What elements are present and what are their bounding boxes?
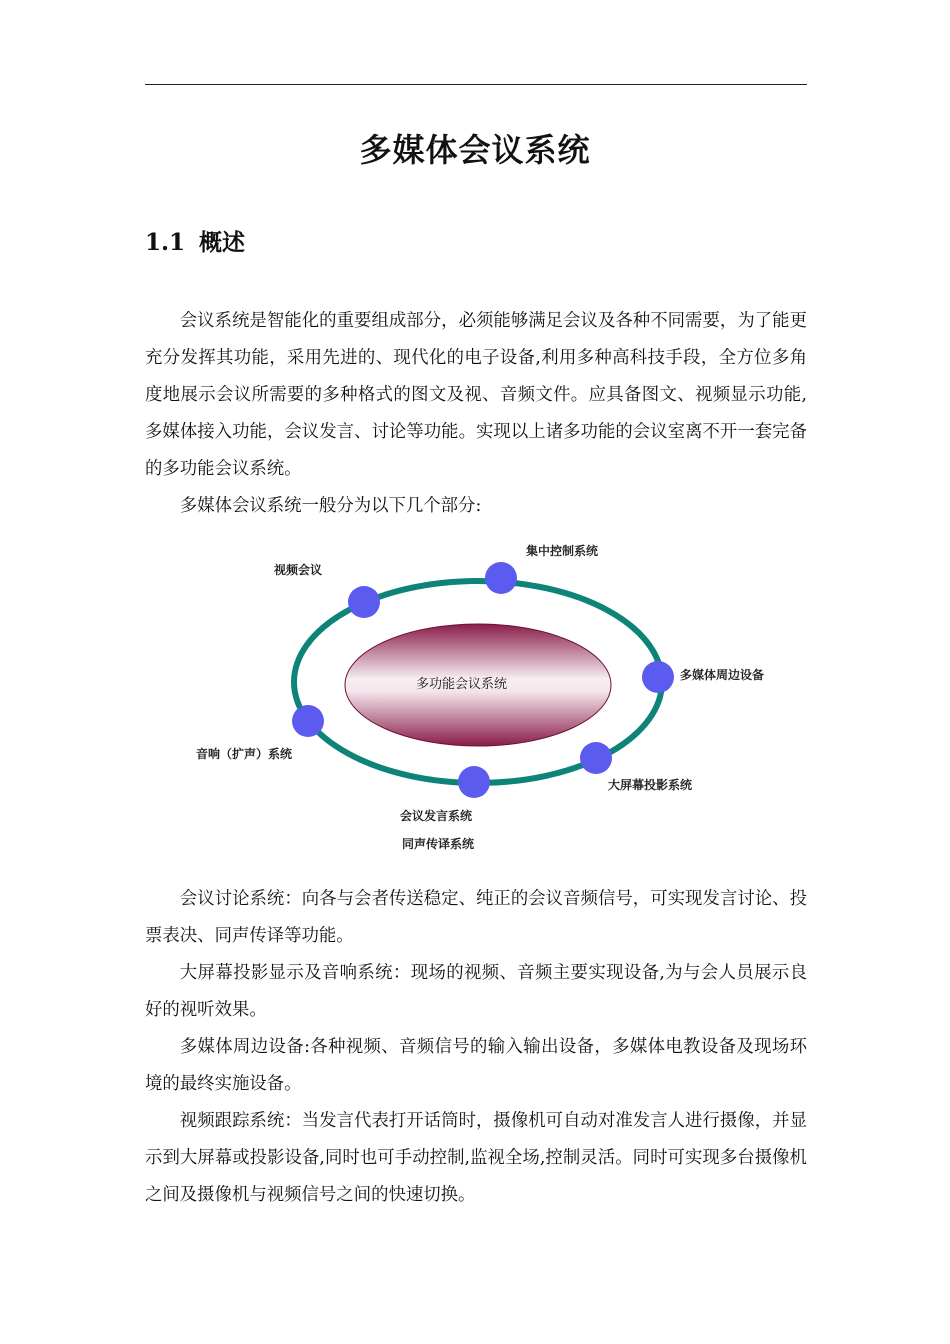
label-interpretation-system: 同声传译系统: [402, 837, 475, 851]
intro-paragraph: 多媒体会议系统一般分为以下几个部分:: [179, 496, 482, 516]
section-number: 1.1: [145, 229, 186, 256]
detail-paragraph: 多媒体周边设备:各种视频、音频信号的输入输出设备，多媒体电教设备及现场环境的最终实施设备。: [145, 1037, 807, 1094]
node-centralized-control: [485, 562, 517, 594]
detail-paragraph: 会议讨论系统：向各与会者传送稳定、纯正的会议音频信号，可实现发言讨论、投票表决、同声传译等功能。: [145, 889, 807, 946]
intro-text: [145, 303, 807, 525]
system-diagram: [190, 532, 810, 862]
intro-paragraph: 会议系统是智能化的重要组成部分，必须能够满足会议及各种不同需要，为了能更充分发挥其功能，采用先进的、现代化的电子设备,利用多种高科技手段，全方位多角度地展示会议所需要的多种格式的图文及视、音频文件。应具备图文、视频显示功能,多媒体接入功能，会议发言、讨论等功能。实现以上诸多功能的会议室离不开一套完备的多功能会议系统。: [145, 311, 807, 479]
section-heading: [145, 226, 245, 260]
detail-paragraph: 视频跟踪系统：当发言代表打开话筒时，摄像机可自动对准发言人进行摄像，并显示到大屏幕或投影设备,同时也可手动控制,监视全场,控制灵活。同时可实现多台摄像机之间及摄像机与视频信号之间的快速切换。: [145, 1111, 807, 1205]
node-speech-system: [458, 766, 490, 798]
label-video-conference: 视频会议: [274, 563, 323, 577]
label-sound-system: 音响（扩声）系统: [196, 747, 293, 761]
label-projection-system: 大屏幕投影系统: [608, 778, 693, 792]
node-sound-system: [292, 705, 324, 737]
label-centralized-control: 集中控制系统: [526, 544, 599, 558]
detail-paragraph: 大屏幕投影显示及音响系统：现场的视频、音频主要实现设备,为与会人员展示良好的视听效果。: [145, 963, 807, 1020]
node-video-conference: [348, 586, 380, 618]
label-multimedia-peripherals: 多媒体周边设备: [680, 668, 765, 682]
node-multimedia-peripherals: [642, 661, 674, 693]
header-rule: [145, 84, 807, 85]
diagram-canvas: [190, 532, 810, 862]
node-projection-system: [580, 742, 612, 774]
center-label: 多功能会议系统: [416, 677, 508, 692]
label-speech-system: 会议发言系统: [400, 809, 473, 823]
details-text: [145, 881, 807, 1214]
page-title: 多媒体会议系统: [359, 131, 591, 169]
section-title: 概述: [199, 229, 246, 256]
